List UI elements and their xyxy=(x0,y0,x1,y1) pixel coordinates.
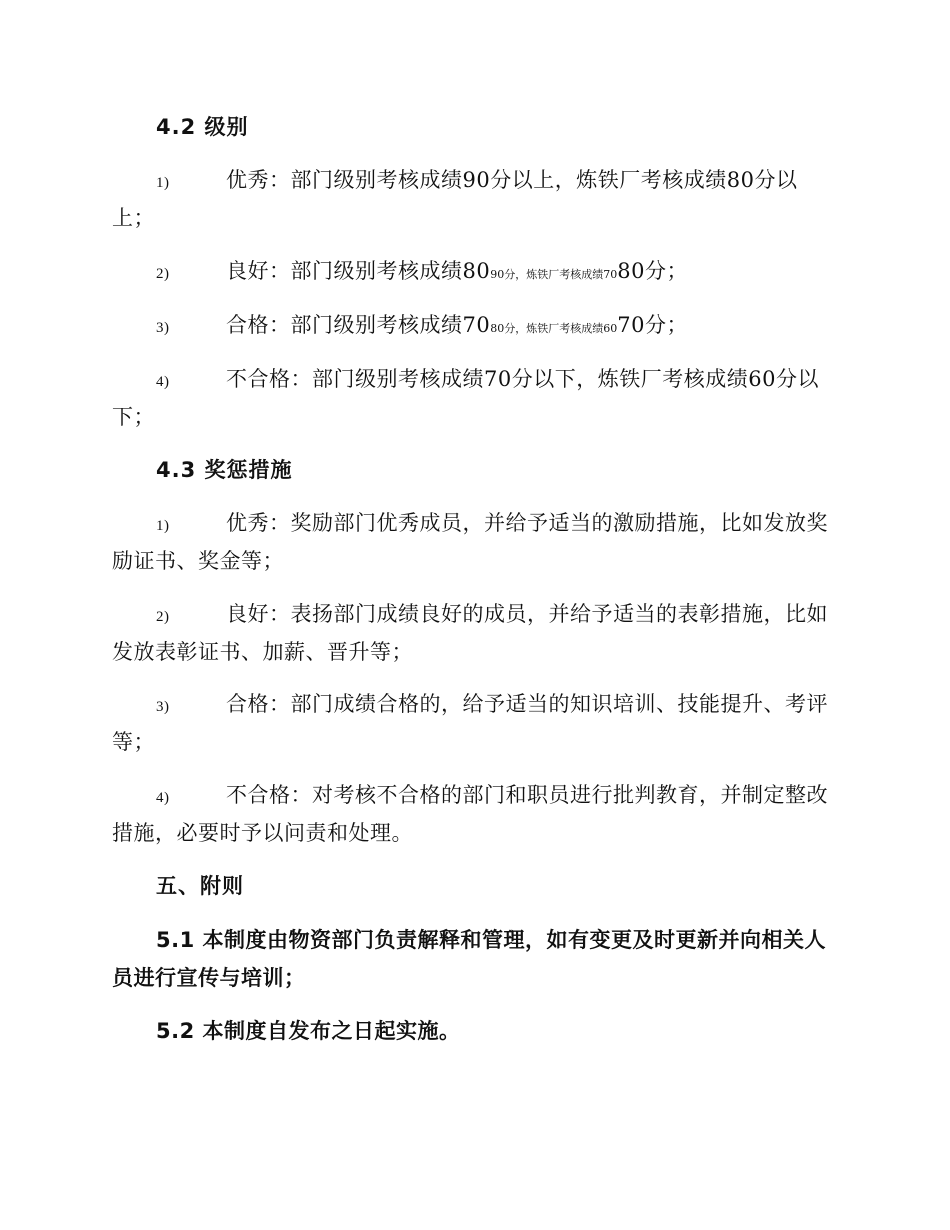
item-text: 优秀：部门级别考核成绩90分以上，炼铁厂考核成绩80分以 xyxy=(226,168,798,192)
item-text xyxy=(226,313,688,341)
item-text-continuation: 措施，必要时予以问责和处理。 xyxy=(112,821,413,845)
item-number: 1) xyxy=(156,175,170,191)
item-text-small: 90分，炼铁厂考核成绩70 xyxy=(490,268,618,281)
item-number: 4) xyxy=(156,790,170,806)
item-text-continuation: 发放表彰证书、加薪、晋升等； xyxy=(112,640,413,664)
item-text-end: 80分； xyxy=(617,259,688,283)
item-text: 优秀：奖励部门优秀成员，并给予适当的激励措施，比如发放奖 xyxy=(226,511,828,535)
item-text-continuation: 下； xyxy=(112,405,155,429)
item-number: 4) xyxy=(156,374,170,390)
item-text: 良好：表扬部门成绩良好的成员，并给予适当的表彰措施，比如 xyxy=(226,602,828,626)
section-heading-5: 五、附则 xyxy=(156,874,244,898)
item-text-continuation: 励证书、奖金等； xyxy=(112,549,284,573)
item-number: 2) xyxy=(156,266,170,282)
section-heading-4-3: 4.3 奖惩措施 xyxy=(156,458,293,482)
clause-5-1: 5.1 本制度由物资部门负责解释和管理，如有变更及时更新并向相关人 xyxy=(156,928,827,952)
item-text xyxy=(226,259,688,287)
section-heading-4-2: 4.2 级别 xyxy=(156,115,249,139)
item-number: 3) xyxy=(156,699,170,715)
item-text-continuation: 等； xyxy=(112,730,155,754)
clause-5-1-continuation: 员进行宣传与培训； xyxy=(112,966,306,990)
item-number: 3) xyxy=(156,320,170,336)
item-text-end: 70分； xyxy=(617,313,688,337)
item-text: 合格：部门成绩合格的，给予适当的知识培训、技能提升、考评 xyxy=(226,692,828,716)
item-text-continuation: 上； xyxy=(112,206,155,230)
item-number: 1) xyxy=(156,518,170,534)
item-text-small: 80分，炼铁厂考核成绩60 xyxy=(490,322,618,335)
clause-5-2: 5.2 本制度自发布之日起实施。 xyxy=(156,1019,461,1043)
item-text: 不合格：部门级别考核成绩70分以下，炼铁厂考核成绩60分以 xyxy=(226,367,819,391)
item-text: 不合格：对考核不合格的部门和职员进行批判教育，并制定整改 xyxy=(226,783,828,807)
item-text-main: 合格：部门级别考核成绩70 xyxy=(226,313,491,337)
item-number: 2) xyxy=(156,609,170,625)
item-text-main: 良好：部门级别考核成绩80 xyxy=(226,259,491,283)
